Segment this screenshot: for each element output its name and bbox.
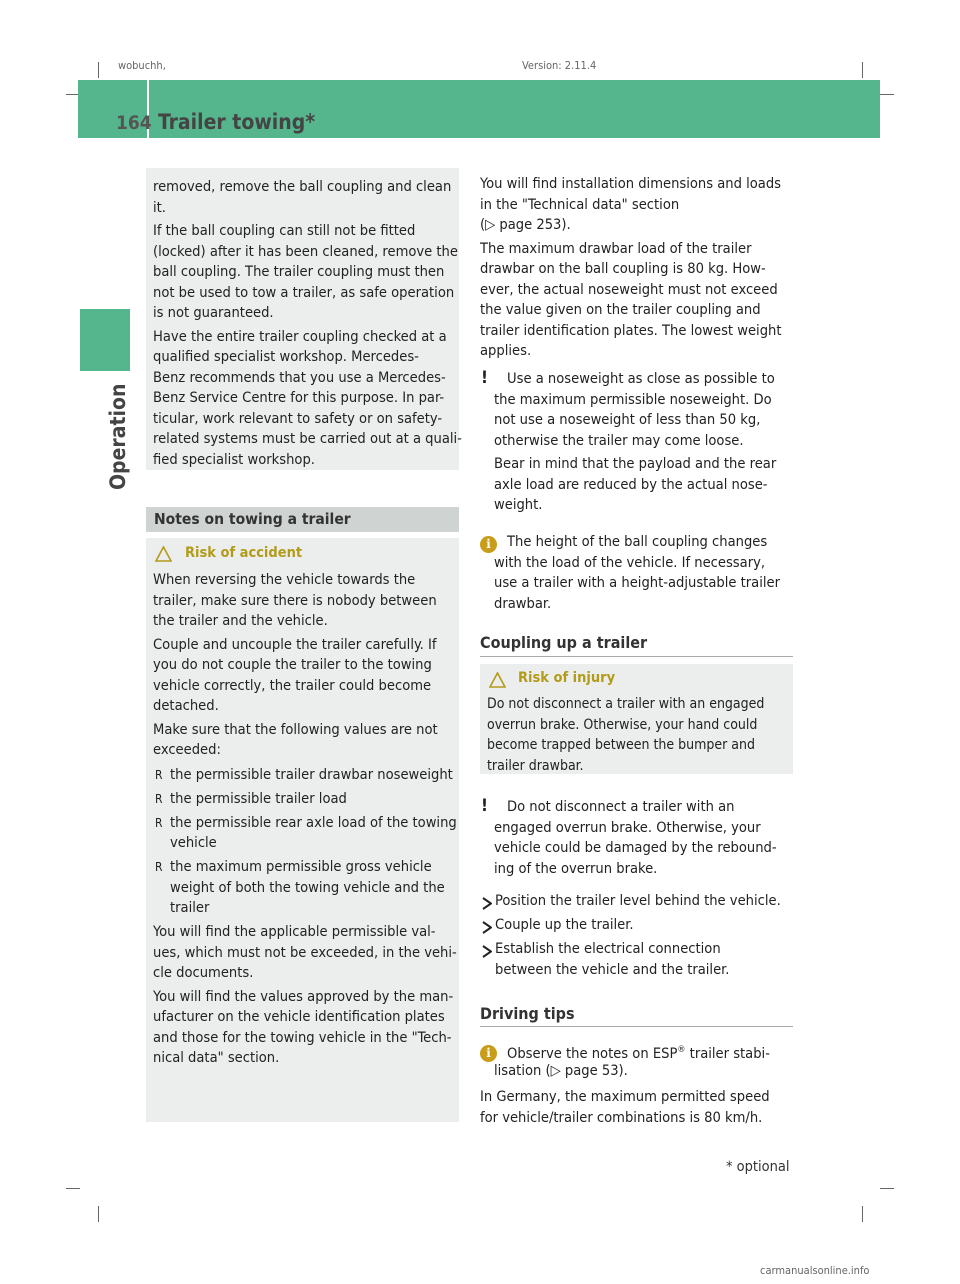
bullet-icon: R	[155, 860, 163, 874]
text-line: cle documents.	[153, 964, 254, 981]
text-line: is not guaranteed.	[153, 304, 274, 321]
text-line: The maximum drawbar load of the trailer	[480, 239, 752, 257]
section-heading: Driving tips	[480, 1004, 575, 1023]
text-line: related systems must be carried out at a quali-	[153, 430, 462, 447]
text-line: the permissible rear axle load of the towing	[170, 813, 457, 831]
text-line: for vehicle/trailer combinations is 80 km/h.	[480, 1108, 763, 1126]
arrow-step-icon	[482, 895, 492, 914]
section-heading: Coupling up a trailer	[480, 633, 648, 652]
crop-mark	[880, 1188, 894, 1189]
text-line: the value given on the trailer coupling and	[480, 301, 761, 318]
text-line: the maximum permissible noseweight. Do	[494, 390, 772, 408]
text-line: it.	[153, 198, 166, 216]
heading-rule	[480, 656, 793, 657]
text-line: trailer drawbar.	[487, 757, 584, 774]
text-line: Benz Service Centre for this purpose. In par-	[153, 389, 445, 406]
text-line: weight.	[494, 496, 543, 513]
text-line: the permissible trailer load	[170, 789, 347, 807]
text-line: the maximum permissible gross vehicle	[170, 858, 432, 875]
text-line: The height of the ball coupling changes	[507, 533, 768, 550]
page-number: 164	[116, 112, 152, 134]
text-line: qualified specialist workshop. Mercedes-	[153, 348, 419, 365]
text-line: nical data" section.	[153, 1049, 280, 1066]
crop-mark	[66, 1188, 80, 1189]
warning-title: Risk of accident	[185, 545, 303, 561]
text-line: vehicle could be damaged by the rebound-	[494, 839, 777, 856]
text-line: Have the entire trailer coupling checked at a	[153, 327, 447, 345]
bullet-icon: R	[155, 791, 163, 806]
text-line: Position the trailer level behind the vehicle.	[495, 892, 781, 909]
text-line: and those for the towing vehicle in the "Tech-	[153, 1028, 452, 1046]
text-line: vehicle	[170, 834, 217, 851]
exclamation-icon: !	[481, 796, 488, 816]
text-line: trailer	[170, 899, 210, 916]
text-fragment: trailer stabi-	[685, 1044, 770, 1062]
text-line: applies.	[480, 342, 532, 359]
text-line: drawbar.	[494, 594, 552, 612]
text-line: Do not disconnect a trailer with an engaged	[487, 696, 765, 712]
text-line: (locked) after it has been cleaned, remove the	[153, 242, 458, 260]
text-line: use a trailer with a height-adjustable trailer	[494, 574, 780, 591]
text-line: trailer identification plates. The lowest weight	[480, 321, 782, 339]
text-line: Bear in mind that the payload and the rear	[494, 455, 777, 472]
text-line: Benz recommends that you use a Mercedes-	[153, 368, 446, 386]
footnote: * optional	[726, 1159, 790, 1175]
text-fragment: Observe the notes on ESP	[507, 1044, 678, 1062]
text-line: ticular, work relevant to safety or on safety-	[153, 409, 443, 427]
text-line: weight of both the towing vehicle and the	[170, 878, 445, 896]
text-line: You will find the applicable permissible val-	[153, 923, 436, 940]
text-line: the trailer and the vehicle.	[153, 612, 328, 629]
text-line: axle load are reduced by the actual nose-	[494, 475, 768, 493]
top-label-left: wobuchh,	[118, 59, 166, 72]
text-line: ball coupling. The trailer coupling must then	[153, 263, 445, 280]
crop-mark	[862, 62, 863, 78]
text-line: overrun brake. Otherwise, your hand could	[487, 716, 758, 733]
text-line: Use a noseweight as close as possible to	[507, 370, 775, 387]
text-line: Couple and uncouple the trailer carefully. If	[153, 635, 437, 653]
warning-triangle-icon	[155, 546, 172, 562]
exclamation-icon: !	[481, 368, 488, 388]
bullet-icon: R	[155, 767, 163, 782]
side-tab-marker	[80, 309, 130, 371]
text-line: detached.	[153, 697, 219, 714]
top-label-right: Version: 2.11.4	[522, 59, 597, 72]
heading-rule	[480, 1026, 793, 1027]
bullet-icon: R	[155, 815, 163, 830]
crop-mark	[98, 1206, 99, 1222]
text-line: not be used to tow a trailer, as safe operation	[153, 283, 455, 301]
arrow-step-icon	[482, 919, 492, 938]
text-line: If the ball coupling can still not be fitted	[153, 222, 416, 239]
side-tab-label: Operation	[106, 383, 130, 490]
crop-mark	[880, 94, 894, 95]
crop-mark	[98, 62, 99, 78]
info-icon: i	[480, 533, 497, 553]
text-line: not use a noseweight of less than 50 kg,	[494, 411, 761, 428]
section-title-bar	[146, 507, 459, 532]
text-line: lisation (▷ page 53).	[494, 1061, 628, 1079]
text-line: ever, the actual noseweight must not exceed	[480, 280, 778, 298]
text-line: vehicle correctly, the trailer could become	[153, 676, 432, 694]
text-line: become trapped between the bumper and	[487, 737, 755, 753]
crop-mark	[862, 1206, 863, 1222]
arrow-step-icon	[482, 943, 492, 962]
text-line: Do not disconnect a trailer with an	[507, 798, 735, 815]
text-line: in the "Technical data" section	[480, 195, 680, 213]
text-line: ing of the overrun brake.	[494, 859, 658, 877]
info-icon: i	[480, 1042, 497, 1062]
text-line: you do not couple the trailer to the towing	[153, 656, 432, 673]
text-line: otherwise the trailer may come loose.	[494, 431, 744, 449]
injury-title: Risk of injury	[518, 670, 616, 686]
text-line: drawbar on the ball coupling is 80 kg. How-	[480, 260, 766, 277]
text-line: fied specialist workshop.	[153, 450, 315, 468]
text-line: between the vehicle and the trailer.	[495, 960, 730, 978]
text-line: trailer, make sure there is nobody between	[153, 591, 437, 609]
text-line: ufacturer on the vehicle identification plates	[153, 1008, 445, 1025]
text-line: the permissible trailer drawbar noseweight	[170, 765, 453, 783]
text-line: (▷ page 253).	[480, 216, 571, 233]
text-line: You will find installation dimensions and loads	[480, 175, 782, 192]
text-line: Couple up the trailer.	[495, 916, 634, 933]
text-line: When reversing the vehicle towards the	[153, 571, 416, 588]
text-line: with the load of the vehicle. If necessary,	[494, 553, 766, 571]
warning-triangle-icon	[489, 672, 506, 688]
registered-mark: ®	[677, 1045, 686, 1055]
section-title: Notes on towing a trailer	[154, 510, 351, 528]
watermark: carmanualsonline.info	[760, 1264, 870, 1277]
page-title: Trailer towing*	[158, 110, 316, 134]
text-line: In Germany, the maximum permitted speed	[480, 1088, 770, 1105]
text-line: ues, which must not be exceeded, in the vehi-	[153, 943, 457, 961]
text-line: Establish the electrical connection	[495, 940, 721, 957]
text-line: You will find the values approved by the man-	[153, 987, 454, 1005]
text-line: removed, remove the ball coupling and clean	[153, 178, 452, 195]
text-line: exceeded:	[153, 741, 221, 758]
text-line: engaged overrun brake. Otherwise, your	[494, 818, 761, 836]
text-line: Make sure that the following values are not	[153, 720, 438, 738]
